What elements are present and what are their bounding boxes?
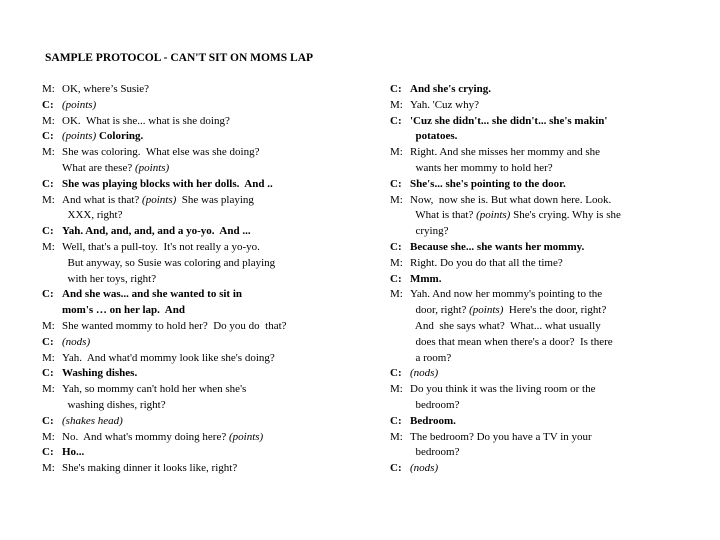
utterance-text: (points) bbox=[62, 98, 97, 111]
transcript-line bbox=[42, 430, 364, 446]
transcript-line bbox=[390, 398, 690, 414]
transcript-line bbox=[390, 208, 690, 224]
utterance-text: But anyway, so Susie was coloring and playing bbox=[62, 256, 276, 269]
transcript-line bbox=[390, 303, 690, 319]
transcript-line bbox=[42, 256, 364, 272]
transcript-line bbox=[390, 145, 690, 161]
utterance-text: wants her mommy to hold her? bbox=[410, 161, 553, 174]
transcript-line bbox=[390, 430, 690, 446]
transcript-line bbox=[390, 461, 690, 477]
transcript-line bbox=[390, 366, 690, 382]
transcript-line bbox=[42, 272, 364, 288]
speaker-label: M: bbox=[42, 351, 55, 364]
speaker-label: C: bbox=[390, 272, 402, 285]
utterance-text: (points) bbox=[142, 193, 177, 206]
transcript-line bbox=[42, 208, 364, 224]
speaker-label: C: bbox=[390, 114, 402, 127]
utterance-text: a room? bbox=[410, 351, 452, 364]
speaker-label: M: bbox=[42, 146, 55, 159]
utterance-text: And she's crying. bbox=[410, 83, 491, 95]
transcript-column-left bbox=[42, 82, 364, 477]
utterance-text: bedroom? bbox=[410, 398, 460, 411]
transcript-line bbox=[42, 177, 364, 193]
speaker-label bbox=[390, 319, 410, 335]
speaker-label bbox=[390, 303, 410, 319]
speaker-label: M: bbox=[42, 240, 55, 253]
transcript-line bbox=[390, 335, 690, 351]
transcript-line bbox=[390, 272, 690, 288]
utterance-text: She wanted mommy to hold her? Do you do that? bbox=[62, 319, 287, 332]
transcript-line bbox=[390, 382, 690, 398]
utterance-text: OK. What is she... what is she doing? bbox=[62, 114, 230, 127]
transcript-line bbox=[390, 177, 690, 193]
speaker-label: M: bbox=[390, 383, 403, 396]
speaker-label: C: bbox=[42, 335, 54, 348]
utterance-text: And she was... and she wanted to sit in bbox=[62, 288, 243, 301]
utterance-text: crying? bbox=[410, 225, 449, 238]
utterance-text: She was playing bbox=[176, 193, 254, 206]
utterance-text: Here's the door, right? bbox=[503, 304, 607, 317]
speaker-label bbox=[390, 129, 410, 145]
transcript-line bbox=[42, 114, 364, 130]
utterance-text: potatoes. bbox=[410, 130, 458, 143]
utterance-text: Right. And she misses her mommy and she bbox=[410, 146, 601, 159]
utterance-text: Now, now she is. But what down here. Look. bbox=[410, 193, 612, 206]
speaker-label bbox=[42, 208, 62, 224]
utterance-text: Because she... she wants her mommy. bbox=[410, 240, 585, 253]
transcript-line bbox=[390, 129, 690, 145]
transcript-line bbox=[390, 319, 690, 335]
speaker-label: M: bbox=[390, 288, 403, 301]
transcript-line bbox=[42, 193, 364, 209]
speaker-label: C: bbox=[42, 98, 54, 111]
utterance-text: (nods) bbox=[410, 367, 439, 380]
utterance-text: (nods) bbox=[62, 335, 91, 348]
utterance-text: And she says what? What... what usually bbox=[410, 319, 601, 332]
utterance-text: Yah. And now her mommy's pointing to the bbox=[410, 288, 603, 301]
transcript-line bbox=[390, 445, 690, 461]
utterance-text: 'Cuz she didn't... she didn't... she's makin' bbox=[410, 114, 608, 127]
utterance-text: bedroom? bbox=[410, 446, 460, 459]
transcript-line bbox=[390, 224, 690, 240]
utterance-text: She's... she's pointing to the door. bbox=[410, 177, 566, 190]
utterance-text: does that mean when there's a door? Is there bbox=[410, 335, 613, 348]
utterance-text: She's making dinner it looks like, right? bbox=[62, 462, 238, 475]
speaker-label: C: bbox=[390, 177, 402, 190]
speaker-label: C: bbox=[42, 130, 54, 143]
speaker-label bbox=[390, 208, 410, 224]
transcript-line bbox=[390, 240, 690, 256]
transcript-line bbox=[390, 193, 690, 209]
speaker-label bbox=[390, 351, 410, 367]
speaker-label: C: bbox=[390, 83, 402, 95]
utterance-text: Bedroom. bbox=[410, 414, 456, 427]
transcript-line bbox=[42, 319, 364, 335]
transcript-line bbox=[42, 335, 364, 351]
utterance-text: No. And what's mommy doing here? bbox=[62, 430, 229, 443]
utterance-text: Do you think it was the living room or the bbox=[410, 383, 596, 396]
utterance-text: Yah. 'Cuz why? bbox=[410, 98, 480, 111]
transcript-line bbox=[42, 351, 364, 367]
utterance-text: (shakes head) bbox=[62, 414, 123, 427]
transcript-line bbox=[42, 161, 364, 177]
utterance-text: What is that? bbox=[410, 209, 477, 222]
utterance-text: Yah, so mommy can't hold her when she's bbox=[62, 383, 247, 396]
transcript-line bbox=[390, 161, 690, 177]
speaker-label: C: bbox=[42, 225, 54, 238]
speaker-label: M: bbox=[42, 383, 55, 396]
transcript-line bbox=[42, 382, 364, 398]
speaker-label: C: bbox=[42, 446, 54, 459]
speaker-label bbox=[42, 161, 62, 177]
transcript-line bbox=[390, 287, 690, 303]
utterance-text: (points) bbox=[62, 130, 97, 143]
utterance-text: Mmm. bbox=[410, 272, 442, 285]
speaker-label: M: bbox=[42, 83, 55, 95]
speaker-label: M: bbox=[390, 256, 403, 269]
transcript-line bbox=[42, 461, 364, 477]
speaker-label bbox=[390, 335, 410, 351]
speaker-label: M: bbox=[42, 114, 55, 127]
transcript-column-right bbox=[390, 82, 690, 477]
utterance-text: door, right? bbox=[410, 304, 470, 317]
utterance-text: OK, where’s Susie? bbox=[62, 83, 150, 95]
speaker-label bbox=[42, 398, 62, 414]
utterance-text: Yah. And what'd mommy look like she's doing? bbox=[62, 351, 275, 364]
utterance-text: What are these? bbox=[62, 161, 135, 174]
speaker-label: M: bbox=[390, 146, 403, 159]
transcript-line bbox=[42, 98, 364, 114]
utterance-text: And what is that? bbox=[62, 193, 143, 206]
utterance-text: Washing dishes. bbox=[62, 367, 138, 380]
utterance-text: She was coloring. What else was she doing? bbox=[62, 146, 260, 159]
speaker-label bbox=[390, 445, 410, 461]
utterance-text: mom's … on her lap. And bbox=[62, 304, 185, 317]
utterance-text: Right. Do you do that all the time? bbox=[410, 256, 563, 269]
speaker-label: C: bbox=[42, 367, 54, 380]
utterance-text: (points) bbox=[476, 209, 511, 222]
utterance-text: washing dishes, right? bbox=[62, 398, 166, 411]
utterance-text: Coloring. bbox=[96, 130, 144, 143]
transcript-line bbox=[390, 98, 690, 114]
utterance-text: (points) bbox=[228, 430, 264, 443]
utterance-text: She's crying. Why is she bbox=[510, 209, 621, 222]
speaker-label bbox=[390, 398, 410, 414]
utterance-text: with her toys, right? bbox=[62, 272, 157, 285]
utterance-text: She was playing blocks with her dolls. And .. bbox=[62, 177, 273, 190]
utterance-text: Well, that's a pull-toy. It's not really a yo-yo. bbox=[62, 240, 260, 253]
speaker-label: C: bbox=[390, 462, 402, 475]
speaker-label: M: bbox=[390, 98, 403, 111]
transcript-line bbox=[42, 445, 364, 461]
speaker-label: C: bbox=[390, 240, 402, 253]
speaker-label: C: bbox=[42, 414, 54, 427]
transcript-line bbox=[390, 351, 690, 367]
document-title: SAMPLE PROTOCOL - CAN'T SIT ON MOMS LAP bbox=[45, 52, 314, 64]
speaker-label: C: bbox=[42, 177, 54, 190]
transcript-line bbox=[42, 366, 364, 382]
speaker-label: M: bbox=[42, 319, 55, 332]
transcript-line bbox=[42, 240, 364, 256]
transcript-line bbox=[42, 398, 364, 414]
speaker-label: C: bbox=[42, 288, 54, 301]
speaker-label: M: bbox=[42, 462, 55, 475]
transcript-line bbox=[42, 129, 364, 145]
transcript-line bbox=[390, 114, 690, 130]
utterance-text: Yah. And, and, and, and a yo-yo. And ... bbox=[62, 225, 251, 238]
speaker-label bbox=[42, 303, 62, 319]
transcript-line bbox=[390, 414, 690, 430]
speaker-label: M: bbox=[42, 193, 55, 206]
transcript-line bbox=[42, 224, 364, 240]
speaker-label bbox=[390, 161, 410, 177]
transcript-line bbox=[42, 82, 364, 98]
utterance-text: XXX, right? bbox=[62, 209, 123, 222]
speaker-label: M: bbox=[390, 193, 403, 206]
transcript-line bbox=[42, 303, 364, 319]
speaker-label bbox=[42, 256, 62, 272]
transcript-line bbox=[390, 256, 690, 272]
speaker-label: M: bbox=[42, 430, 55, 443]
utterance-text: (points) bbox=[469, 304, 504, 317]
speaker-label: C: bbox=[390, 414, 402, 427]
speaker-label: C: bbox=[390, 367, 402, 380]
speaker-label bbox=[390, 224, 410, 240]
speaker-label: M: bbox=[390, 430, 403, 443]
transcript-line bbox=[42, 414, 364, 430]
speaker-label bbox=[42, 272, 62, 288]
transcript-line bbox=[42, 287, 364, 303]
utterance-text: (nods) bbox=[410, 462, 439, 475]
utterance-text: Ho... bbox=[62, 446, 85, 459]
utterance-text: (points) bbox=[134, 161, 170, 174]
transcript-line bbox=[390, 82, 690, 98]
transcript-line bbox=[42, 145, 364, 161]
utterance-text: The bedroom? Do you have a TV in your bbox=[410, 430, 592, 443]
